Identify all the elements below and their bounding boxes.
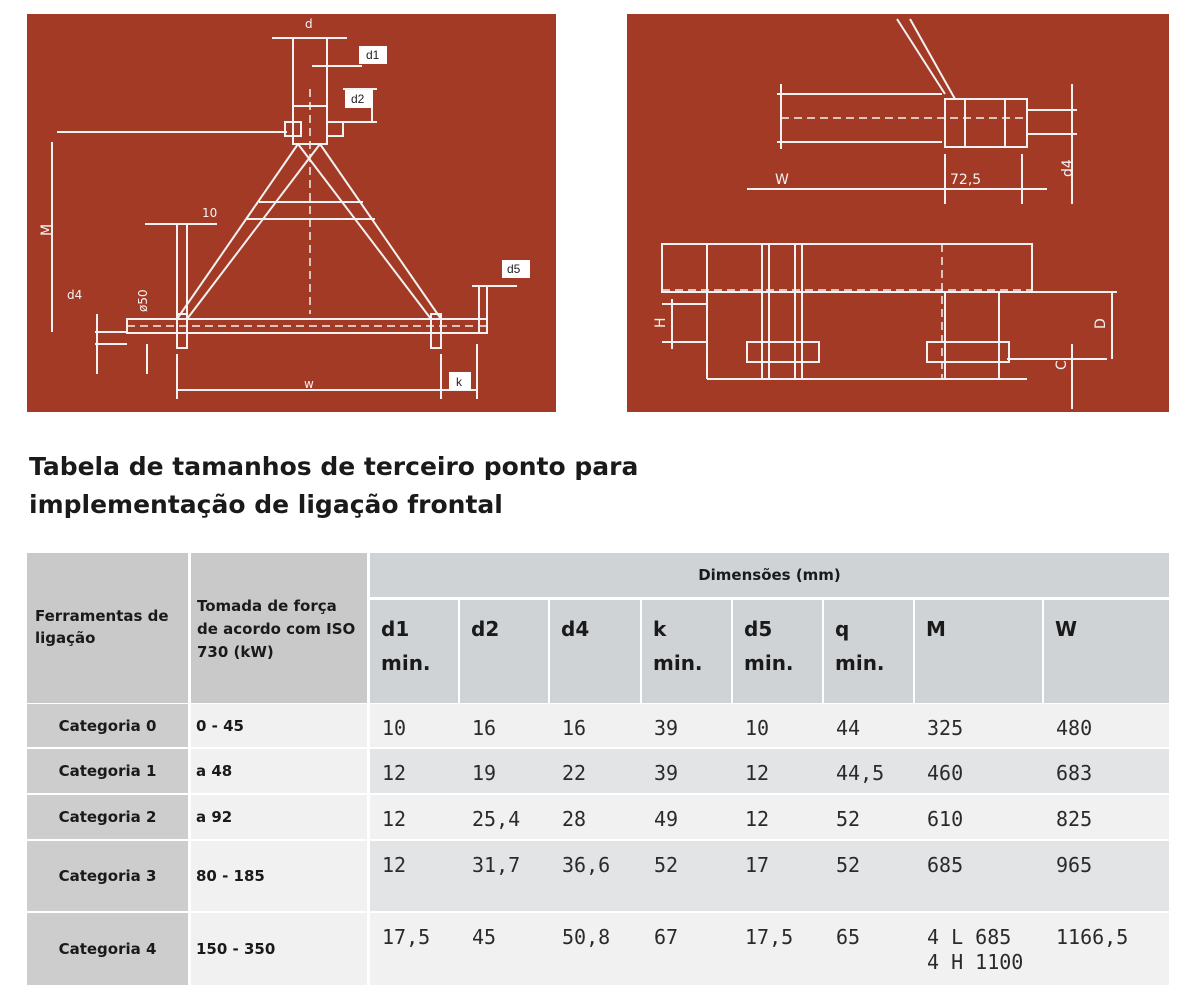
value-text: 52 bbox=[654, 853, 679, 877]
column-header-symbol: d2 bbox=[471, 617, 500, 641]
value-cell bbox=[370, 841, 458, 911]
column-header bbox=[460, 600, 548, 703]
value-cell bbox=[460, 913, 548, 985]
value-text-extra: 4 H 1100 bbox=[927, 950, 1024, 974]
value-cell bbox=[460, 704, 548, 747]
label-diameter: ø50 bbox=[136, 289, 150, 312]
three-point-frame-svg bbox=[27, 14, 556, 412]
value-text: 10 bbox=[745, 716, 770, 740]
label-72-5: 72,5 bbox=[950, 172, 982, 188]
value-cell bbox=[915, 913, 1042, 985]
value-text: 683 bbox=[1056, 761, 1093, 785]
value-cell bbox=[915, 841, 1042, 911]
value-text: 480 bbox=[1056, 716, 1093, 740]
value-cell bbox=[642, 749, 731, 793]
value-text: 825 bbox=[1056, 807, 1093, 831]
pto-cell: 150 - 350 bbox=[191, 913, 367, 985]
category-cell: Categoria 3 bbox=[27, 841, 188, 911]
value-cell bbox=[733, 795, 822, 839]
value-cell bbox=[642, 841, 731, 911]
label-d5: d5 bbox=[507, 262, 521, 276]
value-text: 36,6 bbox=[562, 853, 611, 877]
value-text: 52 bbox=[836, 807, 861, 831]
value-cell bbox=[550, 913, 640, 985]
three-point-frame-drawing bbox=[27, 14, 556, 412]
category-cell: Categoria 0 bbox=[27, 704, 188, 747]
value-text: 39 bbox=[654, 761, 679, 785]
label-d4-right: d4 bbox=[1060, 159, 1076, 177]
value-text: 17 bbox=[745, 853, 770, 877]
value-text: 22 bbox=[562, 761, 587, 785]
value-cell bbox=[1044, 704, 1169, 747]
value-text: 45 bbox=[472, 925, 497, 949]
column-header-symbol: d5 bbox=[744, 617, 773, 641]
value-text: 10 bbox=[382, 716, 407, 740]
value-text: 4 L 685 bbox=[927, 925, 1012, 949]
column-header-qualifier: min. bbox=[381, 651, 431, 675]
label-d-right: D bbox=[1093, 318, 1109, 329]
header-pto: Tomada de força de acordo com ISO 730 (kW) bbox=[191, 553, 367, 703]
value-text: 12 bbox=[382, 853, 407, 877]
label-w-right: W bbox=[775, 172, 789, 188]
value-cell bbox=[1044, 913, 1169, 985]
value-cell bbox=[550, 795, 640, 839]
pto-cell: 0 - 45 bbox=[191, 704, 367, 747]
value-text: 12 bbox=[745, 807, 770, 831]
value-cell bbox=[733, 841, 822, 911]
column-header-symbol: d1 bbox=[381, 617, 410, 641]
value-cell bbox=[370, 795, 458, 839]
value-cell bbox=[370, 749, 458, 793]
column-header bbox=[550, 600, 640, 703]
value-cell bbox=[1044, 795, 1169, 839]
value-cell bbox=[370, 704, 458, 747]
value-text: 12 bbox=[382, 761, 407, 785]
label-h: H bbox=[653, 317, 669, 328]
value-cell bbox=[550, 841, 640, 911]
header-tools: Ferramentas de ligação bbox=[27, 553, 188, 703]
value-cell bbox=[915, 704, 1042, 747]
column-header bbox=[733, 600, 822, 703]
value-text: 25,4 bbox=[472, 807, 521, 831]
value-text: 12 bbox=[382, 807, 407, 831]
value-cell bbox=[460, 749, 548, 793]
value-text: 1166,5 bbox=[1056, 925, 1129, 949]
value-text: 65 bbox=[836, 925, 861, 949]
value-cell bbox=[733, 704, 822, 747]
value-text: 44,5 bbox=[836, 761, 885, 785]
label-d1: d1 bbox=[366, 48, 380, 62]
column-header-symbol: d4 bbox=[561, 617, 590, 641]
value-cell bbox=[1044, 749, 1169, 793]
column-header-symbol: q bbox=[835, 617, 850, 641]
label-d2: d2 bbox=[351, 92, 365, 106]
label-d4: d4 bbox=[67, 288, 83, 302]
value-text: 39 bbox=[654, 716, 679, 740]
column-header-symbol: M bbox=[926, 617, 946, 641]
value-text: 52 bbox=[836, 853, 861, 877]
value-cell bbox=[550, 704, 640, 747]
column-header bbox=[642, 600, 731, 703]
value-cell bbox=[824, 704, 913, 747]
value-cell bbox=[642, 704, 731, 747]
side-view-svg bbox=[627, 14, 1169, 412]
value-text: 12 bbox=[745, 761, 770, 785]
value-cell bbox=[1044, 841, 1169, 911]
pto-cell: 80 - 185 bbox=[191, 841, 367, 911]
value-text: 16 bbox=[562, 716, 587, 740]
value-text: 28 bbox=[562, 807, 587, 831]
category-cell: Categoria 4 bbox=[27, 913, 188, 985]
label-c: C bbox=[1054, 360, 1070, 370]
pto-cell: a 48 bbox=[191, 749, 367, 793]
value-cell bbox=[370, 913, 458, 985]
column-header bbox=[370, 600, 458, 703]
column-header bbox=[824, 600, 913, 703]
column-header bbox=[915, 600, 1042, 703]
value-text: 325 bbox=[927, 716, 964, 740]
value-text: 67 bbox=[654, 925, 679, 949]
value-cell bbox=[460, 795, 548, 839]
value-text: 16 bbox=[472, 716, 497, 740]
value-cell bbox=[642, 795, 731, 839]
label-w: w bbox=[304, 377, 314, 391]
column-header-qualifier: min. bbox=[653, 651, 703, 675]
value-text: 610 bbox=[927, 807, 964, 831]
size-table bbox=[27, 553, 1169, 985]
value-cell bbox=[824, 913, 913, 985]
value-cell bbox=[824, 749, 913, 793]
category-cell: Categoria 1 bbox=[27, 749, 188, 793]
side-view-drawing bbox=[627, 14, 1169, 412]
label-m: M bbox=[39, 223, 55, 236]
value-text: 17,5 bbox=[382, 925, 431, 949]
value-text: 19 bbox=[472, 761, 497, 785]
title-line-2: implementação de ligação frontal bbox=[29, 490, 503, 519]
value-cell bbox=[915, 795, 1042, 839]
value-cell bbox=[733, 749, 822, 793]
value-cell bbox=[824, 795, 913, 839]
column-header-qualifier: min. bbox=[835, 651, 885, 675]
value-text: 31,7 bbox=[472, 853, 521, 877]
label-d: d bbox=[305, 17, 313, 31]
value-text: 50,8 bbox=[562, 925, 611, 949]
header-dimensions: Dimensões (mm) bbox=[370, 553, 1169, 597]
title-line-1: Tabela de tamanhos de terceiro ponto para bbox=[29, 452, 639, 481]
value-text: 17,5 bbox=[745, 925, 794, 949]
column-header-symbol: W bbox=[1055, 617, 1078, 641]
value-text: 49 bbox=[654, 807, 679, 831]
pto-cell: a 92 bbox=[191, 795, 367, 839]
value-cell bbox=[733, 913, 822, 985]
category-cell: Categoria 2 bbox=[27, 795, 188, 839]
value-cell bbox=[550, 749, 640, 793]
value-cell bbox=[824, 841, 913, 911]
label-10: 10 bbox=[202, 206, 218, 220]
column-header-qualifier: min. bbox=[744, 651, 794, 675]
value-cell bbox=[460, 841, 548, 911]
value-text: 460 bbox=[927, 761, 964, 785]
column-header-symbol: k bbox=[653, 617, 667, 641]
value-text: 685 bbox=[927, 853, 964, 877]
label-k: k bbox=[456, 375, 462, 389]
value-text: 965 bbox=[1056, 853, 1093, 877]
page-title bbox=[29, 448, 729, 524]
column-header bbox=[1044, 600, 1169, 703]
value-cell bbox=[642, 913, 731, 985]
value-text: 44 bbox=[836, 716, 861, 740]
value-cell bbox=[915, 749, 1042, 793]
